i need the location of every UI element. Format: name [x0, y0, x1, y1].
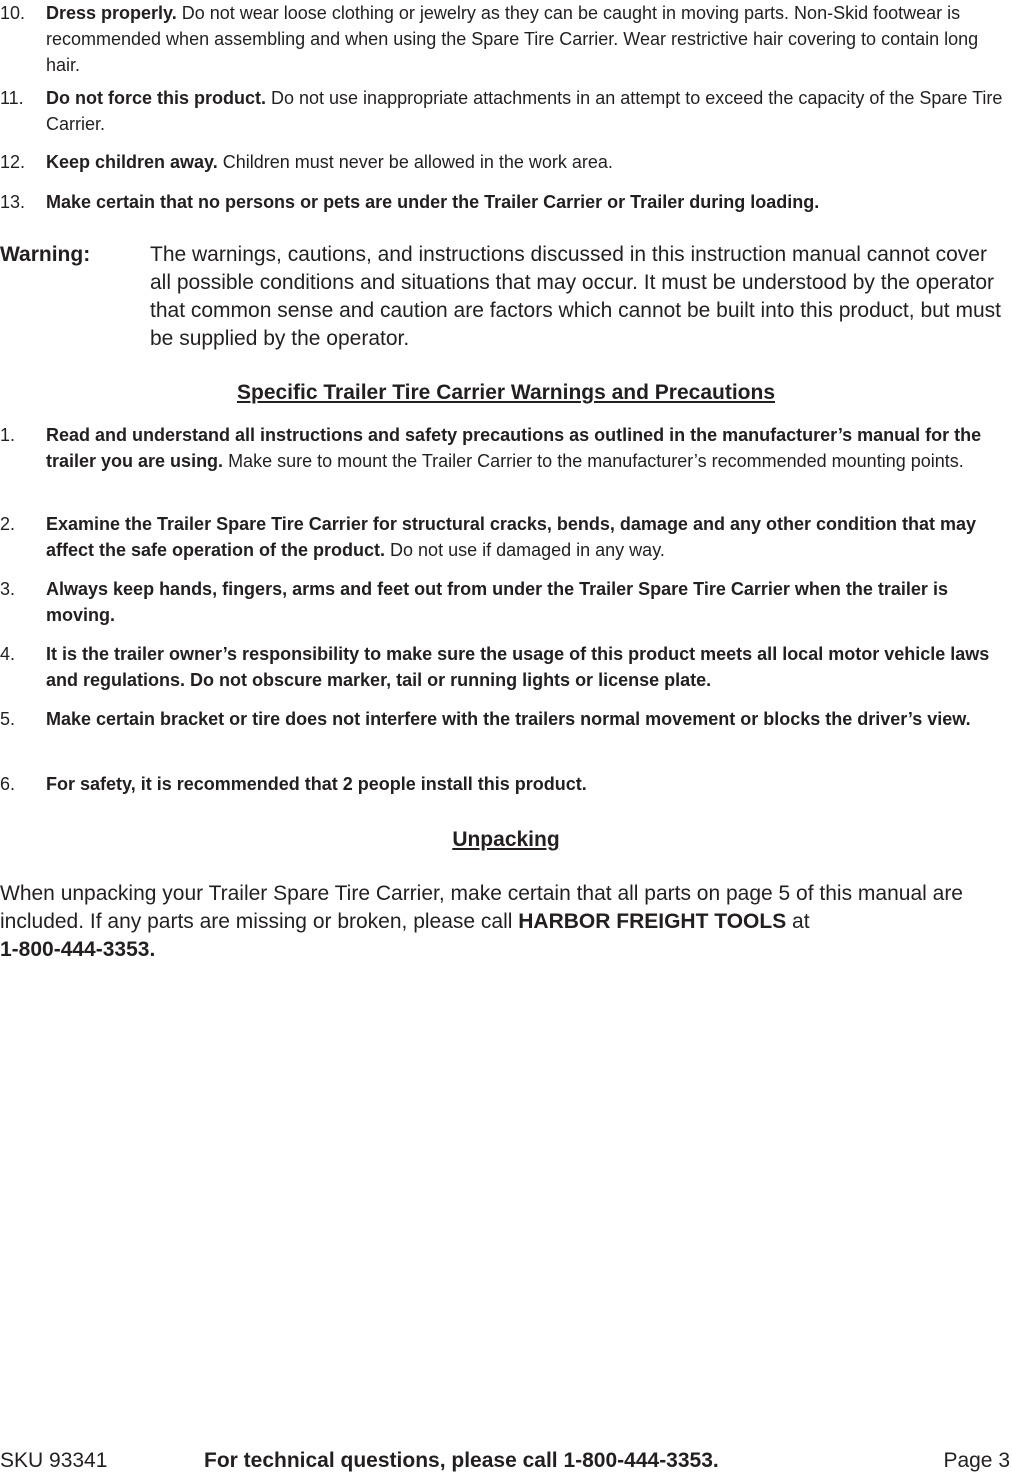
unpacking-text: When unpacking your Trailer Spare Tire Carrier, make certain that all parts on page 5 of this manual are included. If any parts are missing or broken, please call — [0, 882, 963, 933]
item-number: 4. — [0, 644, 16, 664]
item-number: 2. — [0, 514, 16, 534]
unpacking-text-after: at — [786, 910, 810, 933]
warning-text: The warnings, cautions, and instructions discussed in this instruction manual cannot cover all possible conditions and situations that may occur. It must be understood by the operator that common sense and caution are factors which cannot be built into this product, but must be supplied by the operator. — [150, 243, 1001, 350]
item-bold-text: Read and understand all instructions and safety precautions as outlined in the manufacturer’s manual for the trailer you are using. — [46, 425, 982, 471]
specific-item-2 — [0, 511, 1012, 563]
specific-warnings-heading: Specific Trailer Tire Carrier Warnings and Precautions — [236, 381, 776, 404]
unpacking-heading: Unpacking — [452, 828, 560, 851]
sku-label: SKU 93341 — [0, 1449, 108, 1472]
item-text: Children must never be allowed in the work area. — [217, 152, 613, 172]
item-bold-text: Make certain that no persons or pets are under the Trailer Carrier or Trailer during loading. — [46, 192, 820, 212]
item-number: 11. — [0, 88, 24, 108]
safety-item-10 — [0, 0, 1012, 78]
item-text: Do not use inappropriate attachments in an attempt to exceed the capacity of the Spare Tire Carrier. — [46, 88, 1003, 134]
safety-item-13 — [0, 189, 1012, 215]
item-text: Do not wear loose clothing or jewelry as they can be caught in moving parts. Non-Skid footwear is recommended when assembling and when using the Spare Tire Carrier. Wear restrictive hair covering to contain long hair. — [46, 3, 979, 75]
item-bold-text: Make certain bracket or tire does not interfere with the trailers normal movement or blocks the driver’s view. — [46, 709, 971, 729]
item-bold-text: It is the trailer owner’s responsibility to make sure the usage of this product meets all local motor vehicle laws and regulations. Do not obscure marker, tail or running lights or license plate. — [46, 644, 990, 690]
item-number: 10. — [0, 3, 26, 23]
page-footer — [0, 1446, 1012, 1476]
warning-label: Warning: — [0, 243, 91, 266]
item-bold-text: Always keep hands, fingers, arms and feet out from under the Trailer Spare Tire Carrier when the trailer is moving. — [46, 579, 948, 625]
item-number: 13. — [0, 192, 26, 212]
item-bold-text: Dress properly. — [46, 3, 177, 23]
item-bold-text: Examine the Trailer Spare Tire Carrier for structural cracks, bends, damage and any other condition that may affect the safe operation of the product. — [46, 514, 976, 560]
technical-questions-text: For technical questions, please call 1-800-444-3353. — [204, 1449, 719, 1472]
item-number: 12. — [0, 152, 26, 172]
warning-block — [0, 241, 1012, 353]
item-number: 1. — [0, 425, 16, 445]
item-number: 5. — [0, 709, 16, 729]
item-text: Make sure to mount the Trailer Carrier to the manufacturer’s recommended mounting points. — [223, 451, 964, 471]
company-name: HARBOR FREIGHT TOOLS — [518, 910, 787, 933]
item-bold-text: For safety, it is recommended that 2 people install this product. — [46, 774, 587, 794]
unpacking-paragraph — [0, 880, 1012, 964]
safety-item-12 — [0, 149, 1012, 175]
safety-item-11 — [0, 85, 1012, 137]
specific-item-4 — [0, 641, 1012, 693]
specific-item-3 — [0, 576, 1012, 628]
item-bold-text: Do not force this product. — [46, 88, 266, 108]
item-text: Do not use if damaged in any way. — [385, 540, 665, 560]
item-number: 3. — [0, 579, 16, 599]
page-number: Page 3 — [943, 1449, 1010, 1472]
item-bold-text: Keep children away. — [46, 152, 218, 172]
specific-item-6 — [0, 771, 1012, 797]
phone-number: 1-800-444-3353. — [0, 938, 156, 961]
item-number: 6. — [0, 774, 16, 794]
specific-item-5 — [0, 706, 1012, 732]
specific-item-1 — [0, 422, 1012, 474]
